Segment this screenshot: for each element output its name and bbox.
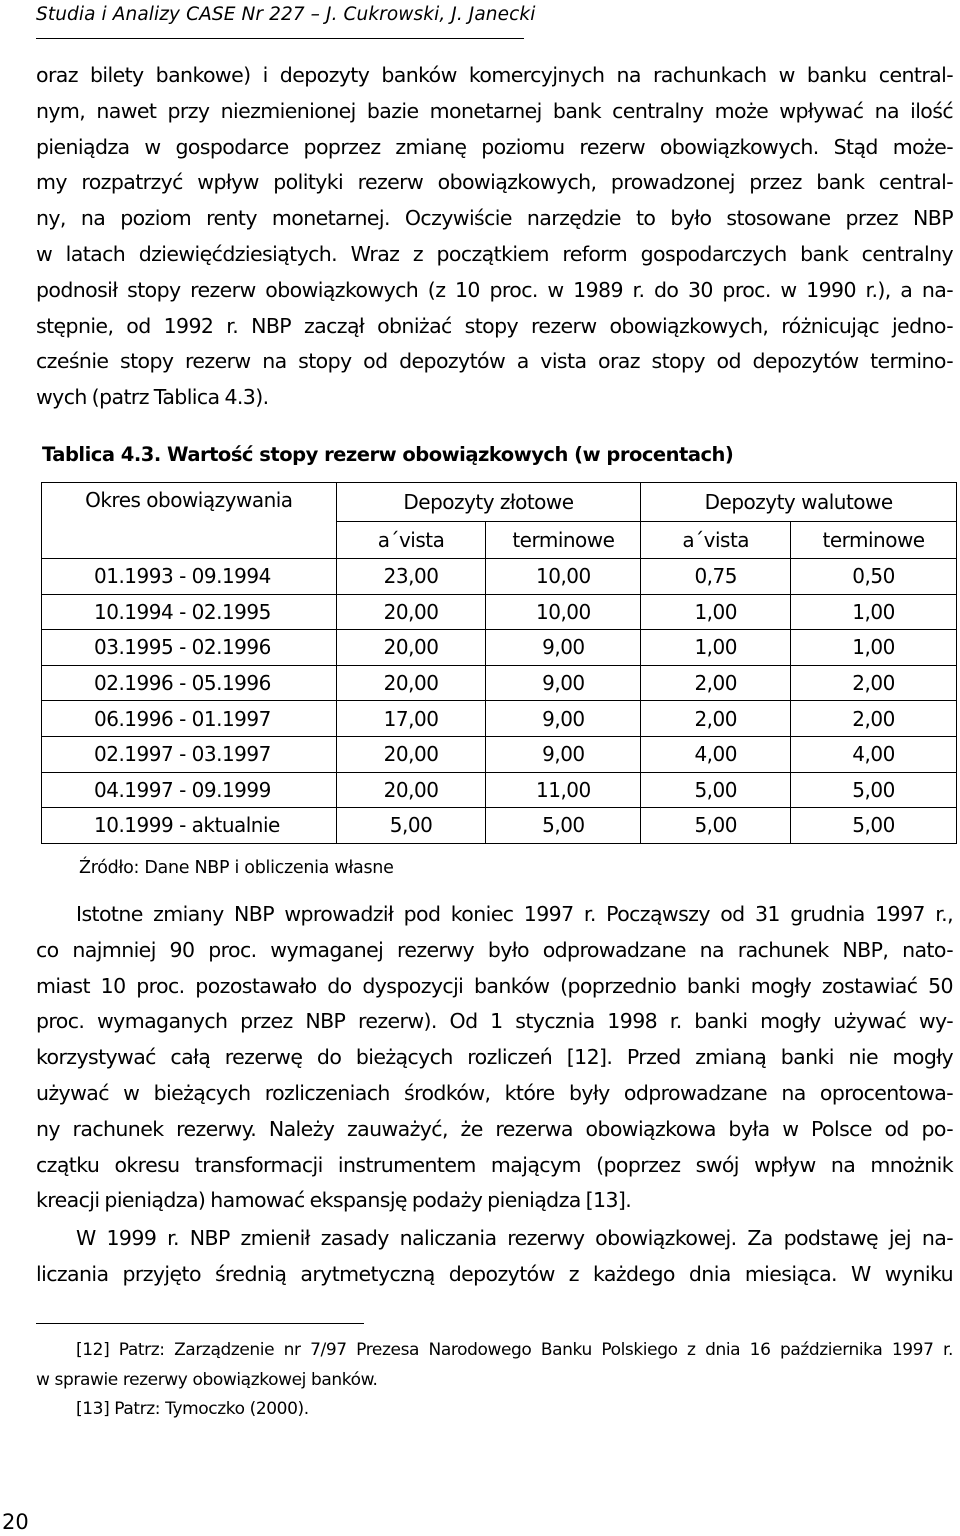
- cell-value: 10,00: [486, 594, 641, 630]
- reserve-rates-table: [41, 482, 957, 844]
- table-row: [42, 772, 957, 808]
- paragraph-1: [36, 58, 953, 416]
- table-row: [42, 701, 957, 737]
- paragraph-line: korzystywać całą rezerwę do bieżących rozliczeń [12]. Przed zmianą banki nie mogły: [36, 1045, 953, 1070]
- cell-value: 1,00: [791, 630, 957, 666]
- paragraph-line: ny, na poziom renty monetarnej. Oczywiście narzędzie to było stosowane przez NBP: [36, 206, 953, 231]
- cell-value: 20,00: [336, 736, 486, 772]
- cell-value: 20,00: [336, 772, 486, 808]
- table-row: [42, 559, 957, 595]
- cell-value: 9,00: [486, 630, 641, 666]
- cell-value: 4,00: [791, 736, 957, 772]
- cell-value: 1,00: [791, 594, 957, 630]
- column-header-period: Okres obowiązywania: [42, 483, 337, 559]
- column-header-fx-avista: a´vista: [641, 522, 791, 559]
- cell-value: 2,00: [791, 665, 957, 701]
- paragraph-line: liczania przyjęto średnią arytmetyczną depozytów z każdego dnia miesiąca. W wyniku: [36, 1261, 953, 1286]
- footnote-13: [13] Patrz: Tymoczko (2000).: [76, 1399, 309, 1419]
- cell-value: 11,00: [486, 772, 641, 808]
- cell-value: 1,00: [641, 630, 791, 666]
- paragraph-line: nym, nawet przy niezmienionej bazie monetarnej bank centralny może wpływać na ilość: [36, 98, 953, 123]
- cell-value: 9,00: [486, 736, 641, 772]
- paragraph-line: wych (patrz Tablica 4.3).: [36, 385, 269, 410]
- table-row: [42, 630, 957, 666]
- paragraph-line: oraz bilety bankowe) i depozyty banków komercyjnych na rachunkach w banku central-: [36, 63, 953, 87]
- cell-period: 02.1996 - 05.1996: [42, 665, 337, 701]
- paragraph-line: W 1999 r. NBP zmienił zasady naliczania rezerwy obowiązkowej. Za podstawę jej na-: [76, 1226, 953, 1250]
- footnote-rule: [36, 1323, 364, 1324]
- cell-value: 4,00: [641, 736, 791, 772]
- table-row: [42, 808, 957, 844]
- paragraph-3: [36, 1221, 953, 1293]
- cell-period: 10.1994 - 02.1995: [42, 594, 337, 630]
- paragraph-line: stępnie, od 1992 r. NBP zaczął obniżać stopy rezerw obowiązkowych, różnicując jedno-: [36, 313, 953, 338]
- paragraph-2: [36, 897, 953, 1219]
- footnote-12-continuation: w sprawie rezerwy obowiązkowej banków.: [36, 1369, 378, 1390]
- cell-value: 9,00: [486, 665, 641, 701]
- cell-value: 23,00: [336, 559, 486, 595]
- cell-value: 0,50: [791, 559, 957, 595]
- paragraph-line: miast 10 proc. pozostawało do dyspozycji banków (poprzednio banki mogły zostawiać 50: [36, 973, 953, 998]
- paragraph-line: ny rachunek rezerwy. Należy zauważyć, że rezerwa obowiązkowa była w Polsce od po-: [36, 1116, 953, 1141]
- cell-period: 03.1995 - 02.1996: [42, 630, 337, 666]
- paragraph-line: czątku okresu transformacji instrumentem mającym (poprzez swój wpływ na mnożnik: [36, 1152, 953, 1177]
- table-source-note: Źródło: Dane NBP i obliczenia własne: [79, 858, 394, 878]
- cell-period: 06.1996 - 01.1997: [42, 701, 337, 737]
- table-row: [42, 665, 957, 701]
- cell-value: 5,00: [791, 808, 957, 844]
- header-rule: [36, 38, 524, 39]
- paragraph-line: podnosił stopy rezerw obowiązkowych (z 10 proc. w 1989 r. do 30 proc. w 1990 r.), a na-: [36, 277, 953, 302]
- running-header: Studia i Analizy CASE Nr 227 – J. Cukrowski, J. Janecki: [36, 4, 536, 25]
- paragraph-line: proc. wymaganych przez NBP rezerw). Od 1 stycznia 1998 r. banki mogły używać wy-: [36, 1009, 953, 1034]
- cell-value: 1,00: [641, 594, 791, 630]
- column-header-pln-avista: a´vista: [336, 522, 486, 559]
- page-number: 20: [2, 1510, 29, 1534]
- cell-value: 5,00: [641, 808, 791, 844]
- cell-value: 2,00: [791, 701, 957, 737]
- paragraph-line: co najmniej 90 proc. wymaganej rezerwy było odprowadzane na rachunek NBP, nato-: [36, 937, 953, 962]
- paragraph-line: kreacji pieniądza) hamować ekspansję podaży pieniądza [13].: [36, 1188, 632, 1213]
- cell-value: 2,00: [641, 665, 791, 701]
- table-title: Tablica 4.3. Wartość stopy rezerw obowiązkowych (w procentach): [42, 443, 734, 466]
- cell-value: 10,00: [486, 559, 641, 595]
- footnotes: [36, 1336, 953, 1425]
- cell-value: 9,00: [486, 701, 641, 737]
- paragraph-line: używać w bieżących rozliczeniach środków, które były odprowadzane na oprocentowa-: [36, 1080, 953, 1105]
- paragraph-line: cześnie stopy rezerw na stopy od depozytów a vista oraz stopy od depozytów termino-: [36, 349, 953, 374]
- cell-value: 5,00: [336, 808, 486, 844]
- column-group-fx: Depozyty walutowe: [641, 483, 957, 522]
- cell-value: 2,00: [641, 701, 791, 737]
- paragraph-line: w latach dziewięćdziesiątych. Wraz z początkiem reform gospodarczych bank centralny: [36, 241, 953, 266]
- table-row: [42, 594, 957, 630]
- cell-period: 04.1997 - 09.1999: [42, 772, 337, 808]
- cell-period: 01.1993 - 09.1994: [42, 559, 337, 595]
- cell-value: 20,00: [336, 665, 486, 701]
- column-group-pln: Depozyty złotowe: [336, 483, 641, 522]
- cell-value: 5,00: [486, 808, 641, 844]
- column-header-fx-terminowe: terminowe: [791, 522, 957, 559]
- column-header-pln-terminowe: terminowe: [486, 522, 641, 559]
- paragraph-line: Istotne zmiany NBP wprowadził pod koniec 1997 r. Począwszy od 31 grudnia 1997 r.,: [76, 902, 953, 926]
- cell-value: 5,00: [791, 772, 957, 808]
- cell-value: 5,00: [641, 772, 791, 808]
- cell-value: 0,75: [641, 559, 791, 595]
- table-row: [42, 736, 957, 772]
- paragraph-line: my rozpatrzyć wpływ polityki rezerw obowiązkowych, prowadzonej przez bank central-: [36, 170, 953, 195]
- cell-period: 02.1997 - 03.1997: [42, 736, 337, 772]
- cell-value: 17,00: [336, 701, 486, 737]
- cell-period: 10.1999 - aktualnie: [42, 808, 337, 844]
- cell-value: 20,00: [336, 594, 486, 630]
- paragraph-line: pieniądza w gospodarce poprzez zmianę poziomu rezerw obowiązkowych. Stąd może-: [36, 134, 953, 159]
- footnote-12: [12] Patrz: Zarządzenie nr 7/97 Prezesa Narodowego Banku Polskiego z dnia 16 października 1997 r.: [76, 1340, 953, 1360]
- cell-value: 20,00: [336, 630, 486, 666]
